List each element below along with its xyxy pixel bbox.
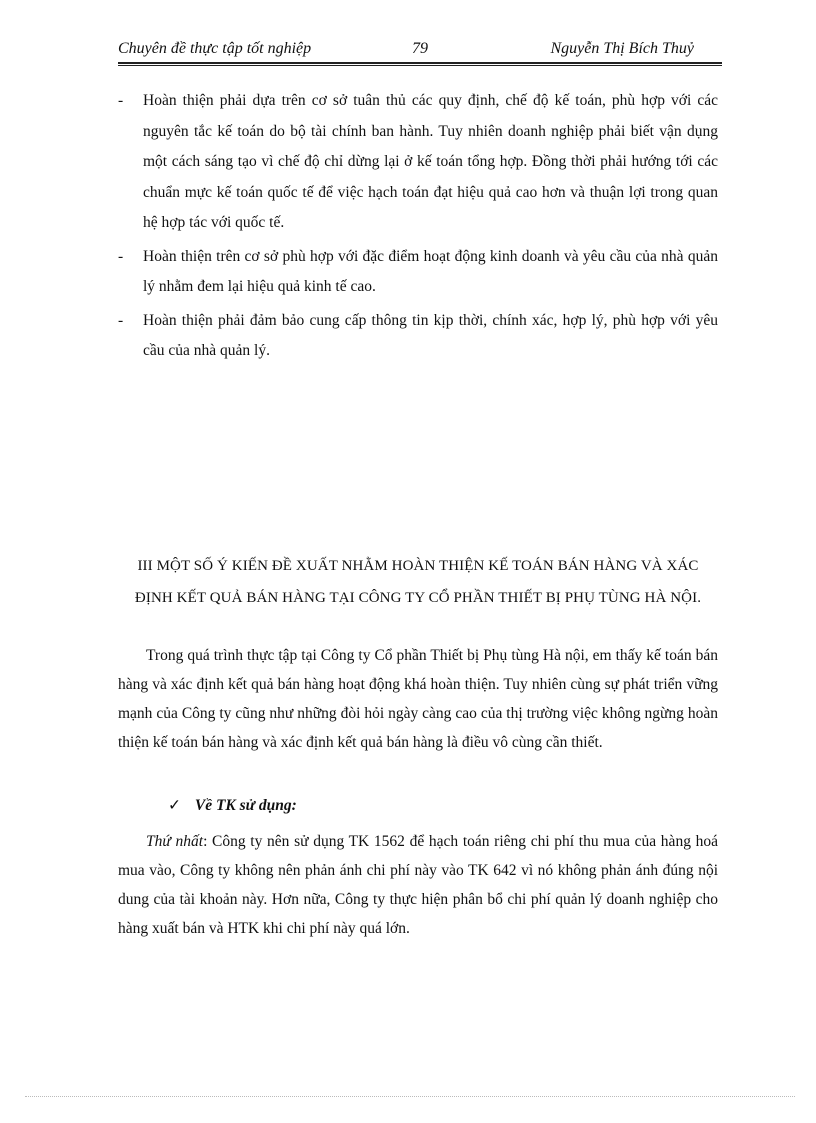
- paragraph-text: : Công ty nên sử dụng TK 1562 để hạch toán riêng chi phí thu mua của hàng hoá mua vào, Công ty không nên phản ánh chi phí này vào TK 642 vì nó không phản ánh đúng nội dung của tài khoản này. Hơn nữa, Công ty thực hiện phân bổ chi phí quản lý doanh nghiệp cho hàng xuất bán và HTK khi chi phí này quá lớn.: [118, 833, 718, 937]
- header-rule-thin: [118, 65, 722, 66]
- list-item: [118, 86, 718, 239]
- intro-paragraph: Trong quá trình thực tập tại Công ty Cổ phần Thiết bị Phụ tùng Hà nội, em thấy kế toán bán hàng và xác định kết quả bán hàng hoạt động khá hoàn thiện. Tuy nhiên cùng sự phát triển vững mạnh của Công ty cũng như những đòi hỏi ngày càng cao của thị trường việc không ngừng hoàn thiện kế toán bán hàng và xác định kết quả bán hàng là điều vô cùng cần thiết.: [118, 647, 718, 751]
- header-document-title: Chuyên đề thực tập tốt nghiệp: [118, 40, 312, 57]
- subheading: [168, 796, 297, 815]
- header-page-number: 79: [412, 40, 428, 57]
- body-paragraph: [118, 827, 718, 943]
- list-item-text: Hoàn thiện phải dựa trên cơ sở tuân thủ các quy định, chế độ kế toán, phù hợp với các nguyên tắc kế toán do bộ tài chính ban hành. Tuy nhiên doanh nghiệp phải biết vận dụng một cách sáng tạo vì chế độ chỉ dừng lại ở kế toán tổng hợp. Đồng thời phải hướng tới các chuẩn mực kế toán quốc tế để việc hạch toán đạt hiệu quả cao hơn và thuận lợi trong quan hệ hợp tác với quốc tế.: [143, 92, 718, 231]
- list-item: [118, 242, 718, 303]
- list-item-text: Hoàn thiện phải đảm bảo cung cấp thông tin kịp thời, chính xác, hợp lý, phù hợp với yêu cầu của nhà quản lý.: [143, 311, 718, 359]
- checkmark-icon: ✓: [168, 797, 181, 814]
- header-rule: [118, 62, 722, 64]
- page-bottom-border: [25, 1096, 795, 1097]
- list-item: [118, 306, 718, 367]
- section-heading: III MỘT SỐ Ý KIẾN ĐỀ XUẤT NHẰM HOÀN THIỆN KẾ TOÁN BÁN HÀNG VÀ XÁC ĐỊNH KẾT QUẢ BÁN HÀNG TẠI CÔNG TY CỔ PHẦN THIẾT BỊ PHỤ TÙNG HÀ NỘI.: [134, 558, 702, 606]
- bullet-dash: -: [118, 92, 124, 109]
- bullet-list: [118, 86, 718, 370]
- page-header: [118, 40, 722, 62]
- bullet-dash: -: [118, 247, 124, 265]
- paragraph-lead: Thứ nhất: [146, 833, 204, 850]
- bullet-dash: -: [118, 311, 124, 329]
- header-author: Nguyễn Thị Bích Thuỷ: [550, 40, 694, 57]
- subheading-text: Về TK sử dụng:: [194, 797, 297, 814]
- list-item-text: Hoàn thiện trên cơ sở phù hợp với đặc điểm hoạt động kinh doanh và yêu cầu của nhà quản lý nhằm đem lại hiệu quả kinh tế cao.: [143, 247, 718, 295]
